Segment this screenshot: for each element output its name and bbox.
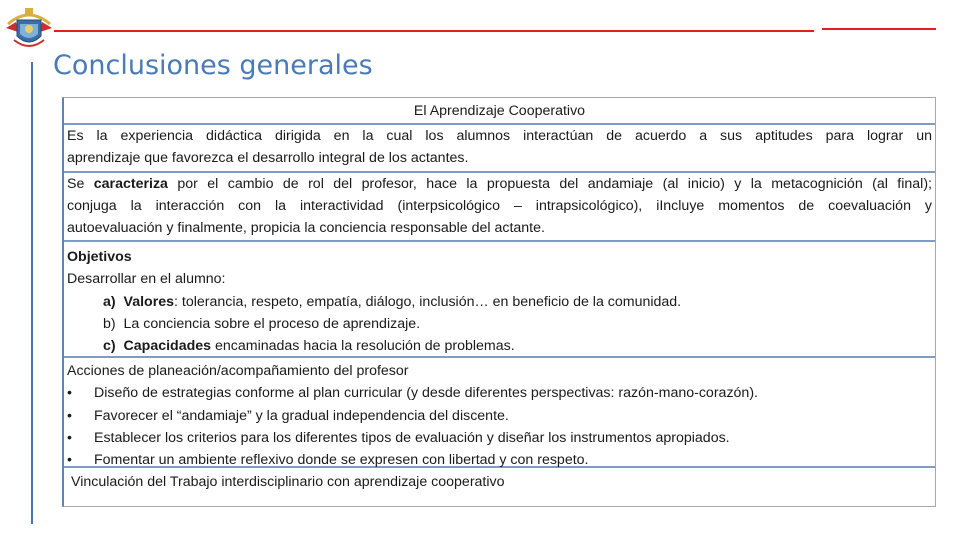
linkage-row xyxy=(64,471,935,505)
bullet-icon: • xyxy=(67,452,72,469)
characteristics-line-1-start: Se xyxy=(67,176,94,192)
action-item xyxy=(67,449,932,471)
header-rule-left xyxy=(54,30,814,32)
objective-item xyxy=(67,291,932,313)
objectives-row xyxy=(64,242,935,358)
bullet-icon: • xyxy=(67,429,72,446)
actions-intro: Acciones de planeación/acompañamiento del profesor xyxy=(67,363,409,379)
action-text: Diseño de estrategias conforme al plan curricular (y desde diferentes perspectivas: razón-mano-corazón). xyxy=(94,385,758,402)
objective-marker: a) xyxy=(103,293,116,310)
action-text: Favorecer el “andamiaje” y la gradual independencia del discente. xyxy=(94,407,509,424)
definition-row xyxy=(64,125,935,173)
action-text: Establecer los criterios para los diferentes tipos de evaluación y diseñar los instrumentos apropiados. xyxy=(94,429,730,446)
characteristics-row xyxy=(64,173,935,242)
action-item xyxy=(67,405,932,427)
cooperative-learning-table xyxy=(62,97,936,507)
objective-marker: b) xyxy=(103,315,116,332)
linkage-text: Vinculación del Trabajo interdisciplinario con aprendizaje cooperativo xyxy=(71,474,505,490)
definition-line-1: Es la experiencia didáctica dirigida en la cual los alumnos interactúan de acuerdo a sus aptitudes para lograr un xyxy=(67,128,932,144)
objective-keyword: Capacidades xyxy=(123,338,212,355)
institution-crest-logo xyxy=(4,2,54,54)
characteristics-line-1-end: por el cambio de rol del profesor, hace la propuesta del andamiaje (al inicio) y la metacognición (al final); xyxy=(167,176,933,192)
action-item xyxy=(67,382,932,404)
objectives-intro: Desarrollar en el alumno: xyxy=(67,271,226,288)
objective-item xyxy=(67,313,932,335)
action-item xyxy=(67,427,932,449)
characteristics-line-3: autoevaluación y finalmente, propicia la conciencia responsable del actante. xyxy=(67,220,545,236)
characteristics-line-2: conjuga la interacción con la interactividad (interpsicológico – intrapsicológico), iIncluye momentos de coevaluación y xyxy=(67,198,932,214)
characteristics-keyword: caracteriza xyxy=(93,176,168,192)
definition-line-2: aprendizaje que favorezca el desarrollo integral de los actantes. xyxy=(67,150,469,166)
bullet-icon: • xyxy=(67,385,72,402)
objective-keyword: Valores xyxy=(123,293,174,310)
table-heading-text: El Aprendizaje Cooperativo xyxy=(413,103,586,119)
table-heading xyxy=(64,98,935,125)
objective-text: : tolerancia, respeto, empatía, diálogo, inclusión… en beneficio de la comunidad. xyxy=(174,293,682,310)
objectives-heading: Objetivos xyxy=(67,249,132,265)
objective-text: encaminadas hacia la resolución de problemas. xyxy=(211,338,515,355)
page-title: Conclusiones generales xyxy=(53,50,373,81)
objective-text: La conciencia sobre el proceso de aprendizaje. xyxy=(123,315,421,332)
bullet-icon: • xyxy=(67,407,72,424)
characteristics-line-1 xyxy=(67,173,932,195)
objective-marker: c) xyxy=(103,338,116,355)
actions-row xyxy=(64,358,935,468)
objective-item xyxy=(67,335,932,357)
left-accent-rule xyxy=(31,62,33,524)
action-text: Fomentar un ambiente reflexivo donde se expresen con libertad y con respeto. xyxy=(94,452,589,469)
header-rule-right xyxy=(822,28,936,30)
